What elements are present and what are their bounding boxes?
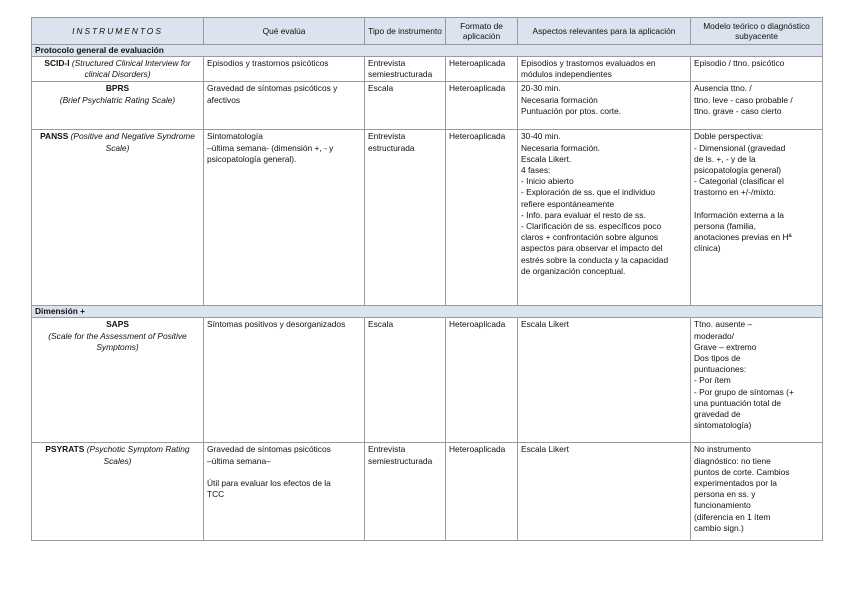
cell-text-line: funcionamiento — [694, 500, 751, 511]
cell-text-line: una puntuación total de — [694, 397, 782, 408]
cell-text-line: Entrevista — [368, 58, 406, 68]
cell-text-line: Puntuación por ptos. corte. — [521, 105, 622, 116]
cell-text-line: - Dimensional (gravedad — [694, 142, 786, 153]
cell-text-line: gravedad de — [694, 409, 741, 420]
cell-text-line: No instrumento — [694, 444, 751, 455]
instrument-fullname: (Structured Clinical Interview for clinical Disorders) — [71, 58, 191, 80]
cell-text-line: refiere espontáneamente — [521, 198, 615, 209]
cell-text-line: Síntomas positivos y desorganizados — [207, 319, 346, 330]
cell-formato: Heteroaplicada — [446, 57, 518, 82]
cell-que-evalua — [204, 318, 365, 443]
cell-tipo — [365, 130, 446, 306]
cell-text-line: Escala Likert. — [521, 153, 572, 164]
table-row-bprs — [32, 82, 823, 130]
cell-text-line: Escala Likert — [521, 444, 569, 455]
instrument-fullname: (Positive and Negative Syndrome Scale) — [70, 131, 195, 153]
cell-aspectos — [518, 130, 691, 306]
cell-formato: Heteroaplicada — [446, 443, 518, 541]
section-row-protocolo — [32, 45, 823, 57]
table-row-saps — [32, 318, 823, 443]
cell-text-line: Ausencia ttno. / — [694, 83, 752, 94]
header-instrumentos: INSTRUMENTOS — [32, 18, 204, 45]
instrument-code: PSYRATS — [45, 444, 85, 455]
cell-text-line: semiestructurada — [368, 455, 433, 466]
cell-text-line: cambio sign.) — [694, 522, 744, 533]
instrument-code: BPRS — [105, 83, 130, 94]
cell-que-evalua — [204, 443, 365, 541]
instrument-fullname: (Scale for the Assessment of Positive Symptoms) — [48, 330, 187, 352]
cell-text-line: estrés sobre la conducta y la capacidad — [521, 254, 669, 265]
cell-text-line: Entrevista — [368, 131, 406, 142]
cell-text-line: experimentados por la — [694, 478, 777, 489]
cell-aspectos — [518, 318, 691, 443]
cell-text-line: Necesaria formación — [521, 94, 598, 105]
cell-formato: Heteroaplicada — [446, 130, 518, 306]
cell-tipo — [365, 443, 446, 541]
cell-modelo — [691, 57, 823, 82]
section-dimension-label: Dimensión + — [32, 306, 823, 318]
cell-text-line: Ttno. ausente – — [694, 319, 753, 330]
cell-text-line: 30-40 min. — [521, 131, 561, 142]
cell-aspectos — [518, 57, 691, 82]
cell-text-line: claros + confrontación sobre algunos — [521, 232, 659, 243]
cell-modelo — [691, 443, 823, 541]
cell-text-line: psicopatología general). — [207, 153, 297, 164]
cell-text-line: Grave – extremo — [694, 341, 757, 352]
cell-text-line: Sintomatología — [207, 131, 263, 142]
instrument-panss — [32, 130, 204, 306]
cell-text-line: clínica) — [694, 243, 721, 254]
cell-text-line: ttno. grave - caso cierto — [694, 105, 782, 116]
cell-text-line: persona (familia, — [694, 220, 756, 231]
cell-text-line: aspectos para observar el impacto del — [521, 243, 663, 254]
table-row-psyrats — [32, 443, 823, 541]
instrument-scid — [32, 57, 204, 82]
cell-text-line: Útil para evaluar los efectos de la — [207, 477, 331, 488]
cell-text-line: Escala Likert — [521, 319, 569, 330]
cell-text-line: Información externa a la — [694, 209, 784, 220]
cell-text-line: Necesaria formación. — [521, 142, 601, 153]
table-row-scid — [32, 57, 823, 82]
header-modelo: Modelo teórico o diagnóstico subyacente — [691, 18, 823, 45]
cell-aspectos — [518, 82, 691, 130]
cell-formato: Heteroaplicada — [446, 82, 518, 130]
instrument-fullname: (Psychotic Symptom Rating Scales) — [86, 444, 190, 466]
cell-text-line: Escala — [368, 319, 394, 330]
cell-text-line: Episodios y trastornos evaluados en — [521, 58, 656, 68]
cell-text-line: ttno. leve - caso probable / — [694, 94, 793, 105]
cell-text-line: Escala — [368, 83, 394, 94]
cell-text-line: afectivos — [207, 94, 241, 105]
table-row-panss — [32, 130, 823, 306]
cell-text-line: - Categorial (clasificar el — [694, 176, 784, 187]
cell-text-line: Doble perspectiva: — [694, 131, 764, 142]
cell-text-line: semiestructurada — [368, 69, 433, 80]
header-row — [32, 18, 823, 45]
cell-text-line: - Info. para evaluar el resto de ss. — [521, 209, 646, 220]
cell-text-line: estructurada — [368, 142, 415, 153]
cell-text-line: Episodios y trastornos psicóticos — [207, 58, 329, 68]
cell-que-evalua — [204, 57, 365, 82]
cell-text-line: Dos tipos de — [694, 353, 741, 364]
cell-text-line: (diferencia en 1 ítem — [694, 511, 771, 522]
header-que-evalua: Qué evalúa — [204, 18, 365, 45]
instrument-bprs — [32, 82, 204, 130]
cell-text-line: 4 fases: — [521, 165, 551, 176]
cell-text-line: diagnóstico: no tiene — [694, 455, 771, 466]
cell-text-line: - Inicio abierto — [521, 176, 574, 187]
cell-aspectos — [518, 443, 691, 541]
cell-text-line: - Clarificación de ss. específicos poco — [521, 221, 662, 232]
section-row-dimension — [32, 306, 823, 318]
cell-text-line: –última semana- (dimensión +, - y — [207, 142, 334, 153]
cell-text-line: anotaciones previas en Hª — [694, 232, 792, 243]
cell-text-line: puntos de corte. Cambios — [694, 466, 790, 477]
cell-que-evalua — [204, 130, 365, 306]
cell-text-line: 20-30 min. — [521, 83, 561, 94]
cell-text-line: persona en ss. y — [694, 489, 756, 500]
instrument-fullname: (Brief Psychiatric Rating Scale) — [59, 94, 176, 105]
cell-text-line: Gravedad de síntomas psicóticos y — [207, 83, 338, 94]
instruments-table — [31, 17, 823, 541]
cell-modelo — [691, 82, 823, 130]
instrument-code: SCID-I — [44, 58, 70, 68]
cell-text-line: Episodio / ttno. psicótico — [694, 58, 785, 68]
cell-text-line: moderado/ — [694, 330, 735, 341]
cell-tipo — [365, 57, 446, 82]
header-tipo: Tipo de instrumento — [365, 18, 446, 45]
header-formato: Formato de aplicación — [446, 18, 518, 45]
cell-modelo — [691, 130, 823, 306]
cell-text-line: sintomatología) — [694, 420, 752, 431]
section-protocolo-label: Protocolo general de evaluación — [32, 45, 823, 57]
cell-text-line: trastorno en +/-/mixto. — [694, 187, 776, 198]
cell-text-line: psicopatología general) — [694, 165, 782, 176]
header-aspectos: Aspectos relevantes para la aplicación — [518, 18, 691, 45]
cell-text-line: –última semana– — [207, 455, 271, 466]
cell-text-line: Entrevista — [368, 444, 406, 455]
cell-tipo — [365, 318, 446, 443]
cell-text-line: TCC — [207, 489, 225, 500]
instrument-code: PANSS — [40, 131, 69, 142]
instrument-saps — [32, 318, 204, 443]
cell-text-line: módulos independientes — [521, 69, 612, 80]
cell-tipo — [365, 82, 446, 130]
cell-text-line: - Por ítem — [694, 375, 731, 386]
cell-que-evalua — [204, 82, 365, 130]
cell-text-line: de ls. +, - y de la — [694, 153, 756, 164]
cell-text-line: puntuaciones: — [694, 364, 747, 375]
cell-modelo — [691, 318, 823, 443]
cell-formato: Heteroaplicada — [446, 318, 518, 443]
cell-text-line: Gravedad de síntomas psicóticos — [207, 444, 331, 455]
cell-text-line: - Exploración de ss. que el individuo — [521, 187, 656, 198]
cell-text-line: - Por grupo de síntomas (+ — [694, 386, 794, 397]
instrument-psyrats — [32, 443, 204, 541]
cell-text-line: de organización conceptual. — [521, 265, 626, 276]
instrument-code: SAPS — [106, 319, 129, 330]
